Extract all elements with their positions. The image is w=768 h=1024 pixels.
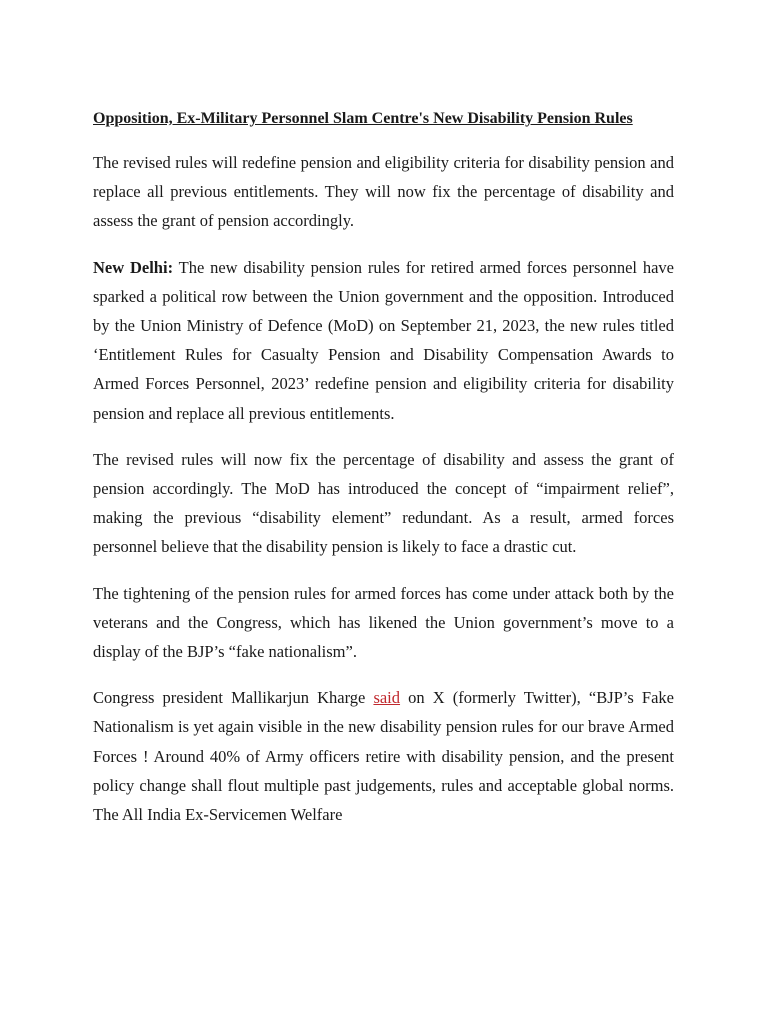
- article-title: Opposition, Ex-Military Personnel Slam Centre's New Disability Pension Rules: [93, 110, 633, 127]
- paragraph-4-text-before: Congress president Mallikarjun Kharge: [93, 688, 374, 708]
- article-summary: The revised rules will redefine pension and eligibility criteria for disability pension and replace all previous entitlements. They will now fix the percentage of disability and assess the grant of pension accordingly.: [93, 153, 674, 231]
- said-link[interactable]: said: [373, 688, 401, 708]
- paragraph-1-text: The new disability pension rules for retired armed forces personnel have sparked a political row between the Union government and the opposition. Introduced by the Union Ministry of Defence (MoD) on September 21, 2023, the new rules titled ‘Entitlement Rules for Casualty Pension and Disability Compensation Awards to Armed Forces Personnel, 2023’ redefine pension and eligibility criteria for disability pension and replace all previous entitlements.: [93, 257, 674, 423]
- paragraph-1: [93, 253, 674, 428]
- paragraph-4: [93, 683, 674, 829]
- paragraph-4-text-after: on X (formerly Twitter), “BJP’s Fake Nationalism is yet again visible in the new disability pension rules for our brave Armed Forces ! Around 40% of Army officers retire with disability pension, and the present policy change shall flout multiple past judgements, rules and acceptable global norms. The All India Ex-Servicemen Welfare: [93, 688, 674, 825]
- paragraph-2: The revised rules will now fix the percentage of disability and assess the grant of pension accordingly. The MoD has introduced the concept of “impairment relief”, making the previous “disability element” redundant. As a result, armed forces personnel believe that the disability pension is likely to face a drastic cut.: [93, 449, 674, 557]
- document-page: [93, 104, 674, 846]
- paragraph-3: The tightening of the pension rules for armed forces has come under attack both by the veterans and the Congress, which has likened the Union government’s move to a display of the BJP’s “fake nationalism”.: [93, 583, 674, 662]
- dateline: New Delhi:: [93, 257, 174, 277]
